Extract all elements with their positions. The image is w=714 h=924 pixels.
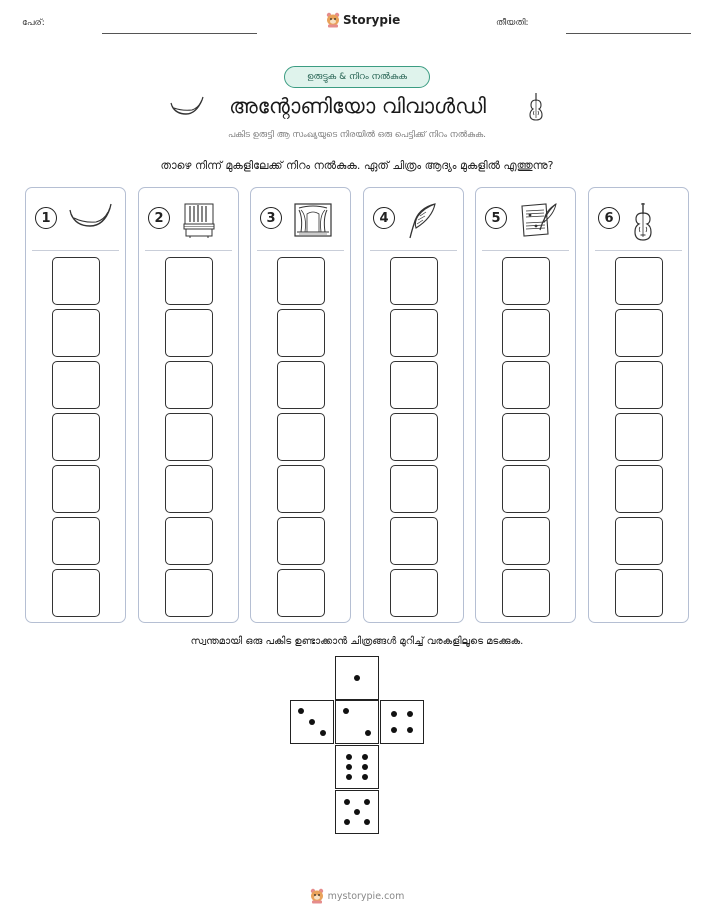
color-box[interactable] <box>502 361 550 409</box>
color-box[interactable] <box>502 569 550 617</box>
column-divider <box>145 250 232 251</box>
storypie-logo-icon <box>310 888 324 904</box>
pip <box>298 708 304 714</box>
color-box[interactable] <box>390 413 438 461</box>
color-box[interactable] <box>390 309 438 357</box>
pip <box>362 764 368 770</box>
dice-net <box>290 656 424 834</box>
quill-feather-icon <box>406 202 438 240</box>
color-box[interactable] <box>52 569 100 617</box>
column-4 <box>363 187 464 623</box>
column-divider <box>595 250 682 251</box>
pip <box>354 675 360 681</box>
footer <box>0 888 714 904</box>
column-header <box>139 202 238 242</box>
color-box[interactable] <box>615 517 663 565</box>
pip <box>344 819 350 825</box>
column-3 <box>250 187 351 623</box>
column-number: 1 <box>35 207 57 229</box>
color-box[interactable] <box>615 413 663 461</box>
dice-face-4 <box>380 700 424 744</box>
date-label: തീയതി: <box>496 18 529 28</box>
pip <box>309 719 315 725</box>
pip <box>391 711 397 717</box>
pip <box>320 730 326 736</box>
column-divider <box>370 250 457 251</box>
color-box[interactable] <box>615 309 663 357</box>
color-box[interactable] <box>390 517 438 565</box>
violin-icon <box>527 92 545 122</box>
color-box[interactable] <box>502 517 550 565</box>
name-field-line[interactable] <box>102 33 257 34</box>
color-box[interactable] <box>615 361 663 409</box>
color-box[interactable] <box>615 569 663 617</box>
column-header <box>364 202 463 242</box>
pip <box>343 708 349 714</box>
pip <box>407 727 413 733</box>
color-box[interactable] <box>615 465 663 513</box>
color-box[interactable] <box>165 413 213 461</box>
column-number: 6 <box>598 207 620 229</box>
activity-badge: ഉരുട്ടുക & നിറം നൽകുക <box>284 66 430 88</box>
column-header <box>251 202 350 242</box>
page-title: അന്റോണിയോ വിവാൾഡി <box>229 94 486 118</box>
color-box[interactable] <box>165 309 213 357</box>
color-box[interactable] <box>52 257 100 305</box>
color-box[interactable] <box>165 517 213 565</box>
pip <box>364 799 370 805</box>
color-box[interactable] <box>277 413 325 461</box>
color-box[interactable] <box>277 569 325 617</box>
theater-stage-icon <box>293 202 333 238</box>
dice-face-2 <box>335 700 379 744</box>
column-5 <box>475 187 576 623</box>
question-text: താഴെ നിന്ന് മുകളിലേക്ക് നിറം നൽകുക. ഏത് ചിത്രം ആദ്യം മുകളിൽ എത്തുന്നു? <box>160 159 554 172</box>
column-6 <box>588 187 689 623</box>
column-1 <box>25 187 126 623</box>
color-box[interactable] <box>502 309 550 357</box>
pip <box>344 799 350 805</box>
pip <box>391 727 397 733</box>
pip <box>346 754 352 760</box>
pip <box>346 764 352 770</box>
pip <box>364 819 370 825</box>
color-box[interactable] <box>390 257 438 305</box>
footer-url[interactable]: mystorypie.com <box>327 890 405 902</box>
storypie-logo-icon <box>326 12 340 28</box>
column-number: 4 <box>373 207 395 229</box>
color-box[interactable] <box>277 465 325 513</box>
color-box[interactable] <box>277 361 325 409</box>
color-box[interactable] <box>502 465 550 513</box>
column-divider <box>482 250 569 251</box>
color-box[interactable] <box>277 257 325 305</box>
color-box[interactable] <box>165 257 213 305</box>
gondola-icon <box>68 202 112 232</box>
color-box[interactable] <box>52 361 100 409</box>
color-box[interactable] <box>615 257 663 305</box>
brand <box>326 12 400 28</box>
color-box[interactable] <box>165 361 213 409</box>
brand-name: Storypie <box>343 13 401 27</box>
sheet-music-icon <box>518 202 558 238</box>
name-label: പേര്: <box>22 18 45 28</box>
column-2 <box>138 187 239 623</box>
color-box[interactable] <box>52 517 100 565</box>
column-divider <box>32 250 119 251</box>
color-box[interactable] <box>165 569 213 617</box>
color-box[interactable] <box>390 569 438 617</box>
violin-icon <box>631 202 655 242</box>
column-number: 2 <box>148 207 170 229</box>
dice-instruction: സ്വന്തമായി ഒരു പകിട ഉണ്ടാക്കാൻ ചിത്രങ്ങൾ മുറിച്ച് വരകളിലൂടെ മടക്കുക. <box>190 636 524 647</box>
pip <box>407 711 413 717</box>
color-box[interactable] <box>277 517 325 565</box>
title-row <box>170 92 545 122</box>
column-number: 5 <box>485 207 507 229</box>
pip <box>354 809 360 815</box>
color-box[interactable] <box>390 465 438 513</box>
column-divider <box>257 250 344 251</box>
color-box[interactable] <box>390 361 438 409</box>
column-header <box>476 202 575 242</box>
color-box[interactable] <box>52 413 100 461</box>
pip <box>362 754 368 760</box>
dice-face-3 <box>290 700 334 744</box>
subtitle: പകിട ഉരുട്ടി ആ സംഖ്യയുടെ നിരയിൽ ഒരു പെട്ടിക്ക് നിറം നൽകുക. <box>228 130 486 140</box>
pip <box>346 774 352 780</box>
column-header <box>26 202 125 242</box>
date-field-line[interactable] <box>566 33 691 34</box>
pip <box>365 730 371 736</box>
dice-face-1 <box>335 656 379 700</box>
color-box[interactable] <box>502 257 550 305</box>
color-box[interactable] <box>52 309 100 357</box>
color-box[interactable] <box>165 465 213 513</box>
pip <box>362 774 368 780</box>
color-box[interactable] <box>277 309 325 357</box>
column-number: 3 <box>260 207 282 229</box>
column-header <box>589 202 688 242</box>
pipe-organ-icon <box>181 202 217 238</box>
color-box[interactable] <box>52 465 100 513</box>
dice-face-6 <box>335 745 379 789</box>
color-box[interactable] <box>502 413 550 461</box>
dice-face-5 <box>335 790 379 834</box>
